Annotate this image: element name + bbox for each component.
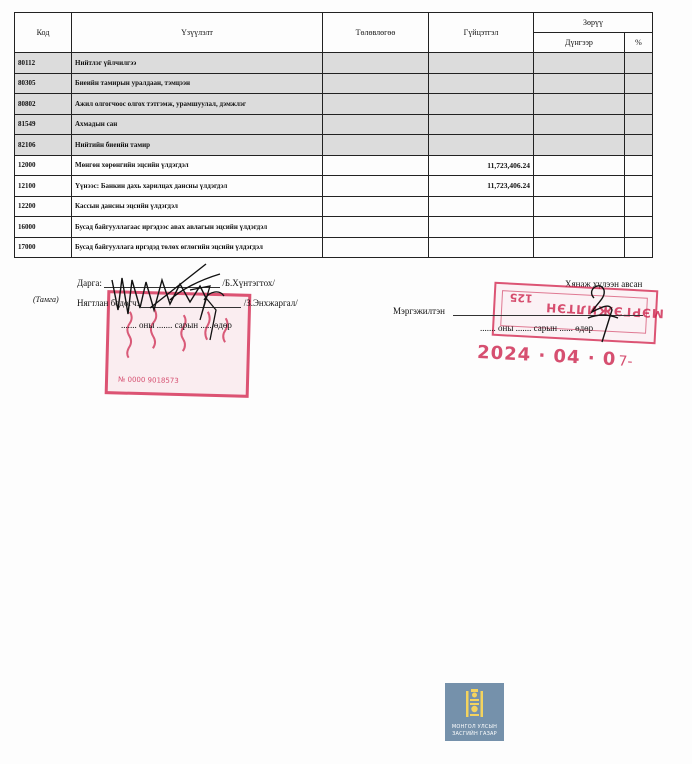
- report-table: [14, 12, 653, 258]
- row-actual: [429, 94, 534, 115]
- specialist-signature: [580, 268, 630, 348]
- row-diff-percent: [625, 196, 653, 217]
- row-label: Биеийн тамирын уралдаан, тэмцээн: [72, 73, 323, 94]
- director-name: /Б.Хүнтэгтох/: [222, 278, 275, 288]
- seal-placeholder-label: (Тамга): [33, 295, 59, 304]
- row-diff-percent: [625, 94, 653, 115]
- row-plan: [323, 53, 429, 74]
- row-label: Ажил олгогчоос олгох тэтгэмж, урамшуулал, дэмжлэг: [72, 94, 323, 115]
- row-code: 81549: [15, 114, 72, 135]
- table-row: [15, 217, 653, 238]
- row-label: Бусад байгууллагаас иргэдээс авах авлагын эцсийн үлдэгдэл: [72, 217, 323, 238]
- row-actual: [429, 53, 534, 74]
- header-difference: Зөрүү: [534, 13, 653, 33]
- header-diff-amount: Дүнгээр: [534, 33, 625, 53]
- row-diff-percent: [625, 237, 653, 258]
- header-diff-percent: %: [625, 33, 653, 53]
- row-code: 80305: [15, 73, 72, 94]
- row-diff-percent: [625, 53, 653, 74]
- header-actual: Гүйцэтгэл: [429, 13, 534, 53]
- row-diff-amount: [534, 176, 625, 197]
- government-logo: [445, 683, 504, 741]
- table-row: [15, 114, 653, 135]
- row-diff-amount: [534, 94, 625, 115]
- row-actual: 11,723,406.24: [429, 176, 534, 197]
- seal-number: № 0000 9018573: [117, 375, 179, 386]
- table-row: [15, 155, 653, 176]
- logo-line-1: МОНГОЛ УЛСЫН: [451, 724, 498, 730]
- row-label: Кассын дансны эцсийн үлдэгдэл: [72, 196, 323, 217]
- accountant-signature: [180, 280, 240, 350]
- row-diff-amount: [534, 155, 625, 176]
- row-diff-percent: [625, 73, 653, 94]
- row-label: Бусад байгууллага иргэдэд төлөх өглөгийн эцсийн үлдэгдэл: [72, 237, 323, 258]
- row-code: 12000: [15, 155, 72, 176]
- row-actual: [429, 135, 534, 156]
- date-stamp-suffix: 7-: [618, 353, 633, 371]
- row-diff-amount: [534, 217, 625, 238]
- row-plan: [323, 114, 429, 135]
- header-code: Код: [15, 13, 72, 53]
- row-diff-percent: [625, 217, 653, 238]
- specialist-stamp-text: МЭРГЭЖИЛТЭН: [544, 300, 665, 321]
- row-diff-amount: [534, 135, 625, 156]
- row-plan: [323, 94, 429, 115]
- row-code: 82106: [15, 135, 72, 156]
- row-diff-percent: [625, 135, 653, 156]
- row-label: Үүнээс: Банкин дахь харилцах дансны үлдэгдэл: [72, 176, 323, 197]
- row-plan: [323, 176, 429, 197]
- row-label: Мөнгөн хөрөнгийн эцсийн үлдэгдэл: [72, 155, 323, 176]
- logo-line-2: ЗАСГИЙН ГАЗАР: [452, 731, 497, 737]
- row-diff-percent: [625, 114, 653, 135]
- row-plan: [323, 217, 429, 238]
- row-code: 17000: [15, 237, 72, 258]
- row-diff-amount: [534, 53, 625, 74]
- table-row: [15, 73, 653, 94]
- row-actual: [429, 217, 534, 238]
- director-label: Дарга:: [77, 278, 102, 288]
- row-actual: [429, 196, 534, 217]
- row-actual: [429, 114, 534, 135]
- accountant-label: Нягтлан бодогч:: [77, 298, 140, 308]
- row-diff-amount: [534, 114, 625, 135]
- row-diff-percent: [625, 176, 653, 197]
- row-plan: [323, 155, 429, 176]
- specialist-stamp-number: 125: [509, 290, 534, 305]
- row-code: 12100: [15, 176, 72, 197]
- row-diff-amount: [534, 73, 625, 94]
- specialist-label: Мэргэжилтэн: [393, 306, 445, 316]
- row-code: 16000: [15, 217, 72, 238]
- row-label: Нийтлэг үйлчилгээ: [72, 53, 323, 74]
- table-row: [15, 135, 653, 156]
- header-indicator: Үзүүлэлт: [72, 13, 323, 53]
- row-diff-percent: [625, 155, 653, 176]
- row-code: 12200: [15, 196, 72, 217]
- header-plan: Төлөвлөгөө: [323, 13, 429, 53]
- row-actual: [429, 237, 534, 258]
- row-plan: [323, 135, 429, 156]
- row-actual: 11,723,406.24: [429, 155, 534, 176]
- row-plan: [323, 196, 429, 217]
- row-label: Ахмадын сан: [72, 114, 323, 135]
- row-code: 80112: [15, 53, 72, 74]
- table-row: [15, 196, 653, 217]
- row-plan: [323, 73, 429, 94]
- row-code: 80802: [15, 94, 72, 115]
- row-diff-amount: [534, 196, 625, 217]
- date-stamp-value: 2024 · 04 · 0: [476, 341, 617, 371]
- table-row: [15, 53, 653, 74]
- received-label: Хянаж хүлээн авсан: [565, 279, 643, 289]
- accountant-name: /З.Энхжаргал/: [243, 298, 298, 308]
- row-diff-amount: [534, 237, 625, 258]
- left-date-line: ....... оны ....... сарын ..... өдөр: [121, 320, 232, 330]
- row-label: Нийтийн биеийн тамир: [72, 135, 323, 156]
- table-row: [15, 176, 653, 197]
- soyombo-emblem-icon: [445, 683, 504, 723]
- right-date-line: ....... оны ....... сарын ...... өдөр: [480, 323, 594, 333]
- row-actual: [429, 73, 534, 94]
- table-row: [15, 94, 653, 115]
- row-plan: [323, 237, 429, 258]
